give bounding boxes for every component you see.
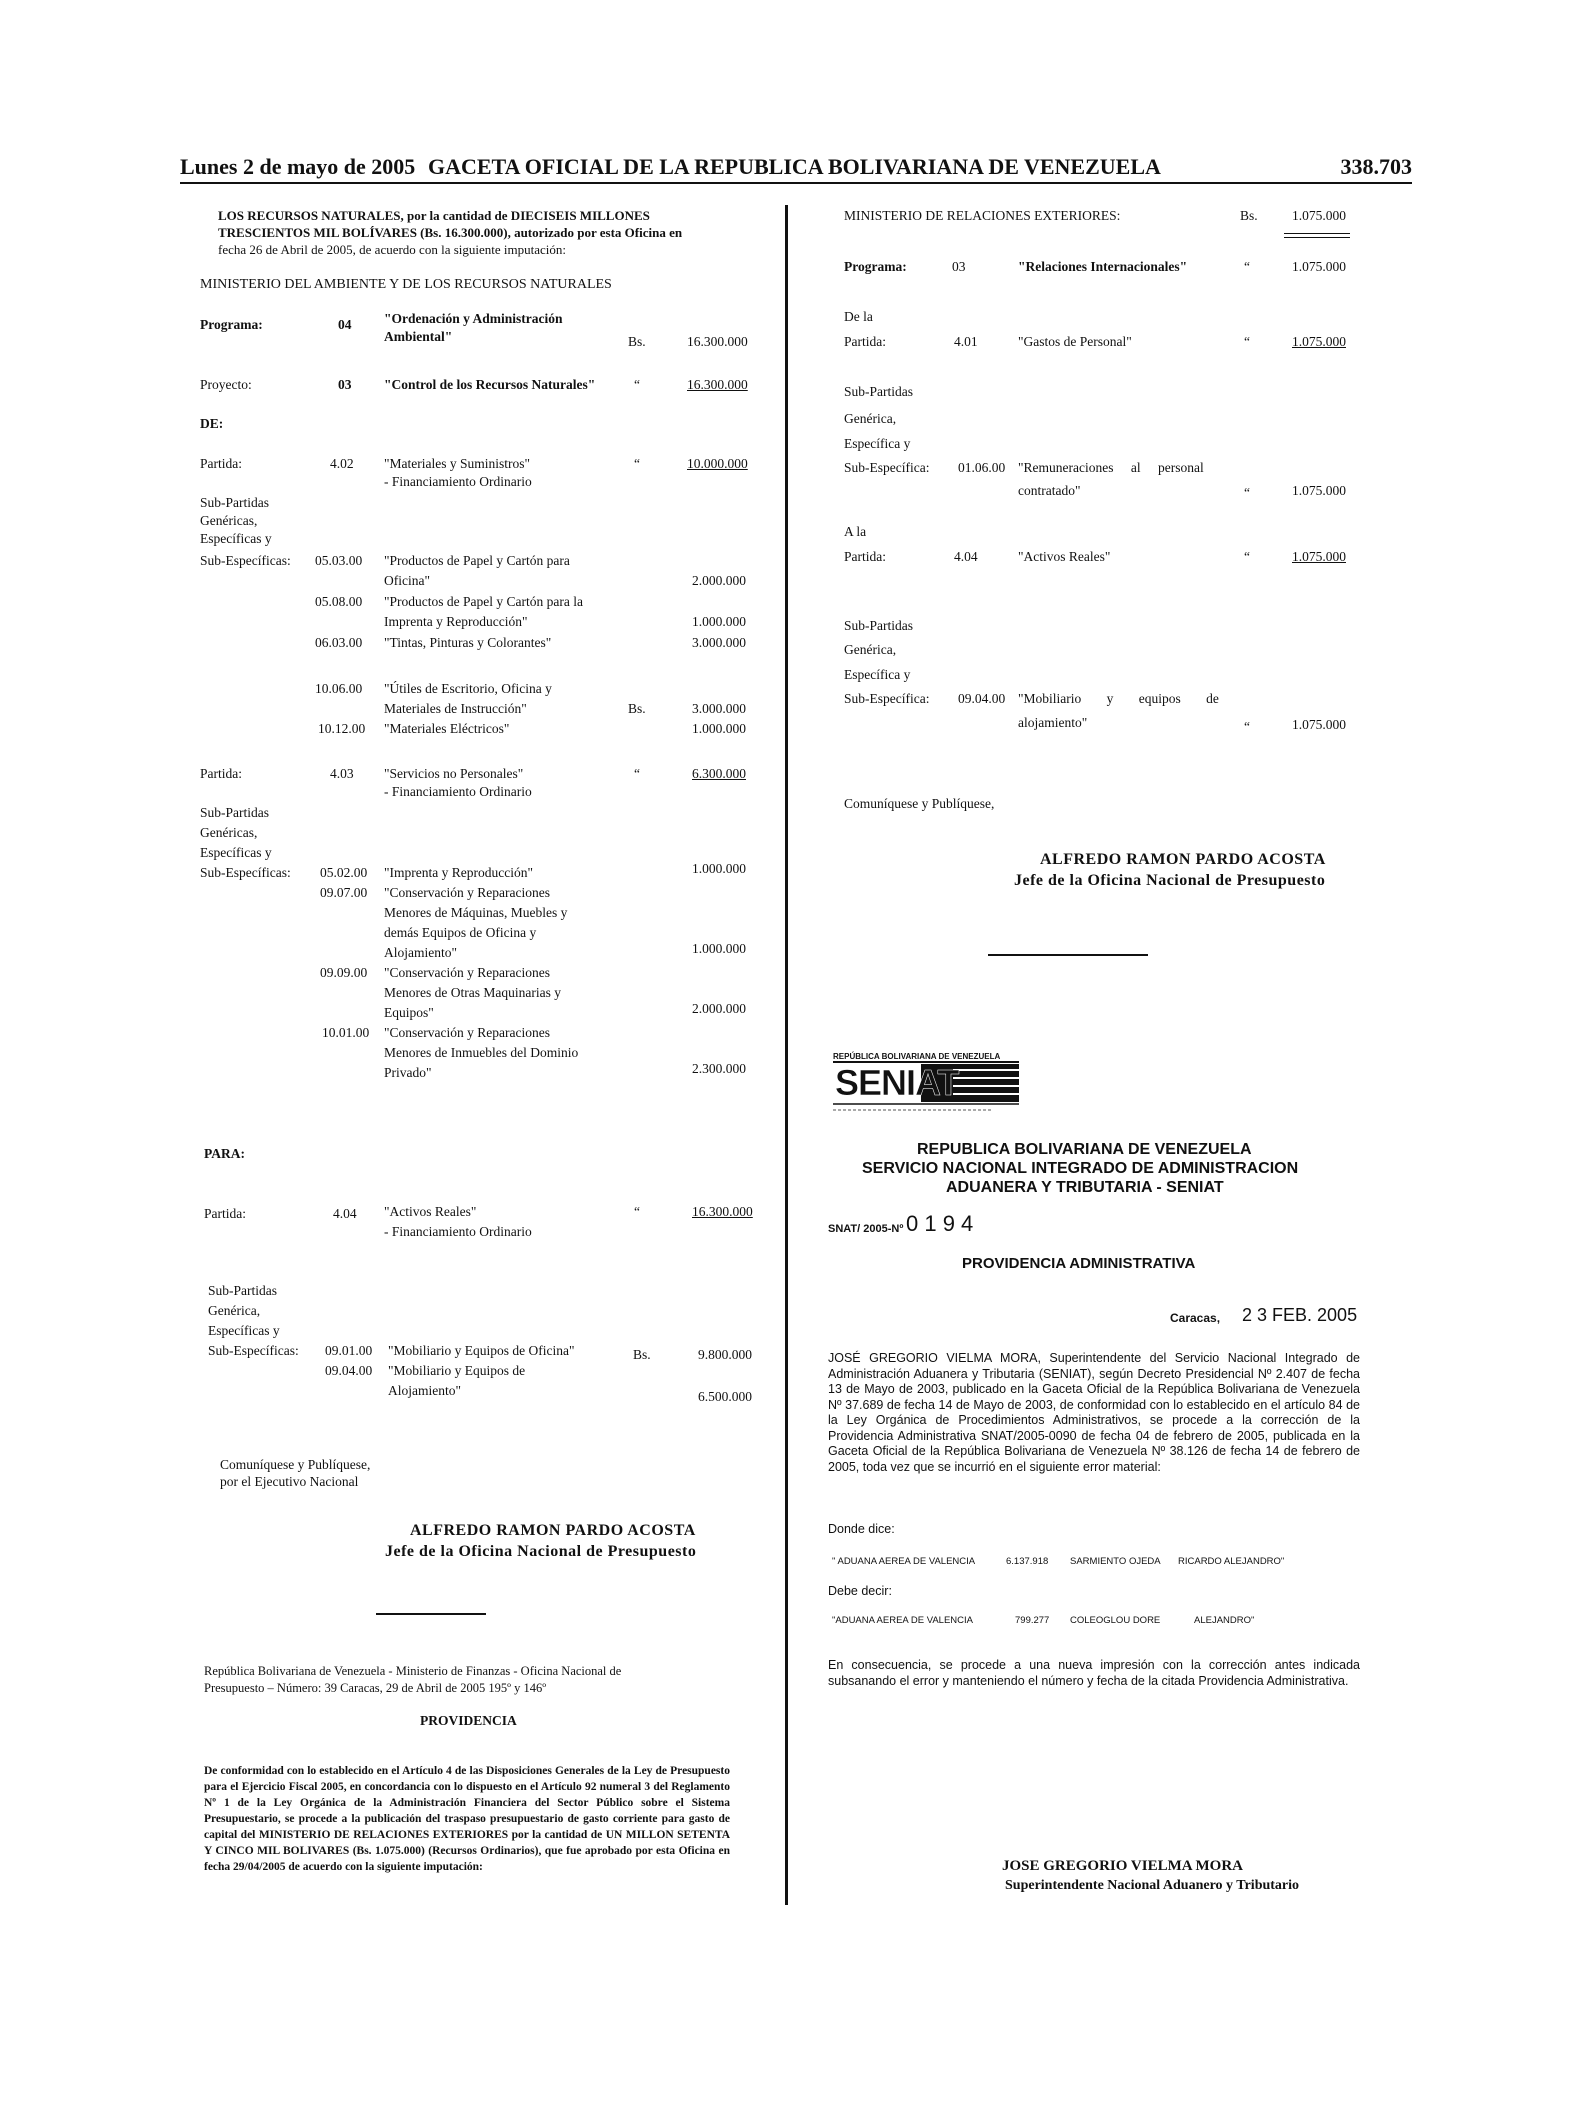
comuniquese-line-2: por el Ejecutivo Nacional (220, 1474, 359, 1489)
item-quote: “ (1244, 719, 1250, 734)
republica-line-1: República Bolivariana de Venezuela - Ministerio de Finanzas - Oficina Nacional de (204, 1664, 622, 1678)
header-page-number: 338.703 (1340, 154, 1412, 179)
snat-prefix: SNAT/ 2005-Nº (828, 1223, 904, 1235)
programa-bs: Bs. (628, 334, 646, 349)
item-name: Alojamiento" (384, 945, 457, 960)
page-header (180, 154, 1412, 180)
partida-2-code: 4.03 (330, 766, 354, 781)
item-name: "Útiles de Escritorio, Oficina y (384, 681, 552, 696)
item-bs: Bs. (628, 701, 646, 716)
ministry-heading: MINISTERIO DEL AMBIENTE Y DE LOS RECURSOS NATURALES (200, 277, 612, 292)
subpartidas-2: Genéricas, (200, 513, 258, 528)
signature-rule (988, 954, 1148, 956)
item-code: 10.06.00 (315, 681, 363, 696)
header-date: Lunes 2 de mayo de 2005 (180, 154, 416, 179)
comuniquese: Comuníquese y Publíquese, (844, 796, 995, 811)
ala-label-2: Partida: (844, 549, 886, 564)
intro-line-3: fecha 26 de Abril de 2005, de acuerdo con la siguiente imputación: (218, 242, 566, 257)
item-name: Equipos" (384, 1005, 434, 1020)
subpartidas-1: Sub-Partidas (844, 618, 913, 633)
conclusion-paragraph: En consecuencia, se procede a una nueva impresión con la corrección antes indicada subsanando el error y manteniendo el número y fecha de la citada Providencia Administrativa. (828, 1658, 1360, 1688)
item-name: "Imprenta y Reproducción" (384, 865, 533, 880)
partida-3-amount: 16.300.000 (692, 1204, 753, 1219)
item-amount: 3.000.000 (692, 635, 746, 650)
partida-3-quote: “ (634, 1204, 640, 1219)
programa-label: Programa: (844, 259, 907, 274)
subpartidas-3: Específicas y (200, 531, 272, 546)
caracas-label: Caracas, (1170, 1311, 1221, 1325)
item-quote: “ (1244, 485, 1250, 500)
partida-2-name: "Servicios no Personales" (384, 766, 524, 781)
subpartidas-2: Genéricas, (200, 825, 258, 840)
item-name: "Tintas, Pinturas y Colorantes" (384, 635, 552, 650)
item-amount: 6.500.000 (698, 1389, 752, 1404)
signature-name: ALFREDO RAMON PARDO ACOSTA (1040, 851, 1326, 868)
item-name: alojamiento" (1018, 715, 1088, 730)
dela-quote: “ (1244, 334, 1250, 349)
partida-3-name: "Activos Reales" (384, 1204, 477, 1219)
subpartidas-4: Sub-Específicas: (208, 1343, 299, 1358)
item-name: "Mobiliario y Equipos de Oficina" (388, 1343, 575, 1358)
item-amount: 1.000.000 (692, 861, 746, 876)
subpartidas-1: Sub-Partidas (200, 805, 269, 820)
proyecto-label: Proyecto: (200, 377, 252, 392)
item-code: 09.07.00 (320, 885, 368, 900)
item-name: Menores de Otras Maquinarias y (384, 985, 561, 1000)
item-name: "Mobiliario y Equipos de (388, 1363, 526, 1378)
item-name: demás Equipos de Oficina y (384, 925, 537, 940)
item-name: "Conservación y Reparaciones (384, 885, 550, 900)
ministry-bs: Bs. (1240, 208, 1258, 223)
subpartidas-4: Sub-Específicas: (200, 553, 291, 568)
proyecto-amount: 16.300.000 (687, 377, 748, 392)
item-amount: 2.000.000 (692, 1001, 746, 1016)
programa-label: Programa: (200, 317, 263, 332)
signature-title: Jefe de la Oficina Nacional de Presupuesto (385, 1543, 697, 1560)
proyecto-quote: “ (634, 377, 640, 392)
programa-quote: “ (1244, 259, 1250, 274)
item-code: 09.09.00 (320, 965, 368, 980)
ministry-heading: MINISTERIO DE RELACIONES EXTERIORES: (844, 208, 1121, 223)
subpartidas-4: Sub-Específica: (844, 460, 930, 475)
donde-dice-label: Donde dice: (828, 1522, 895, 1536)
dela-name: "Gastos de Personal" (1018, 334, 1132, 349)
providencia-administrativa-heading: PROVIDENCIA ADMINISTRATIVA (962, 1255, 1196, 1272)
partida-1-sub: - Financiamiento Ordinario (384, 474, 532, 489)
item-name: "Materiales Eléctricos" (384, 721, 510, 736)
item-amount: 2.300.000 (692, 1061, 746, 1076)
header-rule (180, 182, 1412, 184)
dela-label-2: Partida: (844, 334, 886, 349)
programa-code: 03 (952, 259, 966, 274)
final-signature-title: Superintendente Nacional Aduanero y Tributario (1005, 1878, 1300, 1893)
subpartidas-3: Específicas y (208, 1323, 280, 1338)
providencia-heading: PROVIDENCIA (420, 1713, 517, 1728)
partida-1-amount: 10.000.000 (687, 456, 748, 471)
republica-line-2: Presupuesto – Número: 39 Caracas, 29 de Abril de 2005 195º y 146º (204, 1681, 547, 1695)
donde-dice-col-3: SARMIENTO OJEDA (1070, 1556, 1161, 1567)
item-name: "Remuneraciones al personal (1018, 460, 1204, 475)
programa-name: "Relaciones Internacionales" (1018, 259, 1188, 274)
final-signature-name: JOSE GREGORIO VIELMA MORA (1002, 1858, 1244, 1874)
subpartidas-3: Específica y (844, 667, 911, 682)
subpartidas-2: Genérica, (844, 642, 897, 657)
signature-name: ALFREDO RAMON PARDO ACOSTA (410, 1522, 696, 1539)
seniat-logo (833, 1052, 1019, 1114)
de-label: DE: (200, 416, 224, 431)
seniat-title-1: REPUBLICA BOLIVARIANA DE VENEZUELA (917, 1141, 1252, 1158)
seniat-title-3: ADUANERA Y TRIBUTARIA - SENIAT (946, 1179, 1224, 1196)
signature-title: Jefe de la Oficina Nacional de Presupuesto (1014, 872, 1326, 889)
item-code: 05.02.00 (320, 865, 368, 880)
item-code: 01.06.00 (958, 460, 1006, 475)
subpartidas-2: Genérica, (208, 1303, 261, 1318)
seniat-body: JOSÉ GREGORIO VIELMA MORA, Superintendente del Servicio Nacional Integrado de Administración Aduanera y Tributaria (SENIAT), según Decreto Presidencial Nº 2.407 de fecha 13 de Mayo de 2003, publicado en la Gaceta Oficial de la República Bolivariana de Venezuela Nº 37.689 de fecha 14 de Mayo de 2003, de conformidad con lo establecido en el artículo 84 de la Ley Orgánica de Procedimientos Administrativos, se procede a la corrección de la Providencia Administrativa SNAT/2005-0090 de fecha 04 de febrero de 2005, publicada en la Gaceta Oficial de la República Bolivariana de Venezuela Nº 38.126 de fecha 14 de febrero de 2005, toda vez que se incurrió en el siguiente error material: (828, 1351, 1360, 1474)
subpartidas-4: Sub-Específicas: (200, 865, 291, 880)
item-name: Alojamiento" (388, 1383, 461, 1398)
header-title: GACETA OFICIAL DE LA REPUBLICA BOLIVARIANA DE VENEZUELA (428, 154, 1161, 179)
item-code: 05.08.00 (315, 594, 363, 609)
providencia-body: De conformidad con lo establecido en el Artículo 4 de las Disposiciones Generales de la Ley de Presupuesto para el Ejercicio Fiscal 2005, en concordancia con lo dispuesto en el Artículo 92 numeral 3 del Reglamento Nº 1 de la Ley Orgánica de la Administración Financiera del Sector Público sobre el Sistema Presupuestario, se procede a la publicación del traspaso presupuestario de gasto corriente para gasto de capital del MINISTERIO DE RELACIONES EXTERIORES por la cantidad de UN MILLON SETENTA Y CINCO MIL BOLIVARES (Bs. 1.075.000) (Recursos Ordinarios), que fue aprobado por esta Oficina en fecha 29/04/2005 de acuerdo con la siguiente imputación: (204, 1765, 730, 1873)
intro-line-2: TRESCIENTOS MIL BOLÍVARES (Bs. 16.300.000), autorizado por esta Oficina en (218, 225, 683, 240)
signature-rule (376, 1613, 486, 1615)
item-bs: Bs. (633, 1347, 651, 1362)
item-name: "Mobiliario y equipos de (1018, 691, 1219, 706)
date-stamp: 2 3 FEB. 2005 (1242, 1305, 1358, 1325)
donde-dice-col-1: " ADUANA AEREA DE VALENCIA (832, 1556, 976, 1567)
programa-name-2: Ambiental" (384, 329, 453, 344)
item-amount: 2.000.000 (692, 573, 746, 588)
subpartidas-1: Sub-Partidas (200, 495, 269, 510)
subpartidas-3: Específicas y (200, 845, 272, 860)
item-name: Imprenta y Reproducción" (384, 614, 528, 629)
debe-decir-col-2: 799.277 (1015, 1615, 1050, 1626)
ala-code: 4.04 (954, 549, 978, 564)
ala-label-1: A la (844, 524, 867, 539)
column-divider (785, 205, 788, 1905)
ala-name: "Activos Reales" (1018, 549, 1111, 564)
donde-dice-col-4: RICARDO ALEJANDRO" (1178, 1556, 1285, 1567)
debe-decir-col-1: "ADUANA AEREA DE VALENCIA (832, 1615, 973, 1626)
item-code: 09.01.00 (325, 1343, 373, 1358)
subpartidas-2: Genérica, (844, 411, 897, 426)
partida-1-quote: “ (634, 456, 640, 471)
item-name: Privado" (384, 1065, 432, 1080)
item-name: Materiales de Instrucción" (384, 701, 527, 716)
item-amount: 1.000.000 (692, 721, 746, 736)
ministry-amount: 1.075.000 (1292, 208, 1346, 223)
debe-decir-label: Debe decir: (828, 1584, 892, 1598)
donde-dice-col-2: 6.137.918 (1006, 1556, 1049, 1567)
item-code: 09.04.00 (958, 691, 1006, 706)
debe-decir-col-3: COLEOGLOU DORE (1070, 1615, 1161, 1626)
item-amount: 9.800.000 (698, 1347, 752, 1362)
item-name: "Productos de Papel y Cartón para (384, 553, 570, 568)
item-code: 06.03.00 (315, 635, 363, 650)
seniat-logo-top: REPÚBLICA BOLIVARIANA DE VENEZUELA (833, 1052, 1001, 1061)
subpartidas-1: Sub-Partidas (844, 384, 913, 399)
item-name: Menores de Inmuebles del Dominio (384, 1045, 579, 1060)
programa-amount: 16.300.000 (687, 334, 748, 349)
debe-decir-col-4: ALEJANDRO" (1194, 1615, 1255, 1626)
intro-line-1: LOS RECURSOS NATURALES, por la cantidad de DIECISEIS MILLONES (218, 208, 650, 223)
item-name: Menores de Máquinas, Muebles y (384, 905, 568, 920)
partida-1-code: 4.02 (330, 456, 354, 471)
partida-2-quote: “ (634, 766, 640, 781)
dela-amount: 1.075.000 (1292, 334, 1346, 349)
dela-label-1: De la (844, 309, 873, 324)
partida-2-label: Partida: (200, 766, 242, 781)
double-rule-bottom (1284, 237, 1350, 238)
programa-name-1: "Ordenación y Administración (384, 311, 563, 326)
item-code: 05.03.00 (315, 553, 363, 568)
item-name: contratado" (1018, 483, 1081, 498)
item-code: 09.04.00 (325, 1363, 373, 1378)
item-name: "Productos de Papel y Cartón para la (384, 594, 583, 609)
ala-quote: “ (1244, 549, 1250, 564)
double-rule-top (1284, 233, 1350, 234)
item-code: 10.12.00 (318, 721, 366, 736)
subpartidas-4: Sub-Específica: (844, 691, 930, 706)
para-label: PARA: (204, 1146, 245, 1161)
seniat-logo-text: SENIAT (835, 1062, 959, 1103)
comuniquese-line-1: Comuníquese y Publíquese, (220, 1457, 371, 1472)
partida-2-amount: 6.300.000 (692, 766, 746, 781)
subpartidas-1: Sub-Partidas (208, 1283, 277, 1298)
partida-2-sub: - Financiamiento Ordinario (384, 784, 532, 799)
item-name: "Conservación y Reparaciones (384, 1025, 550, 1040)
subpartidas-3: Específica y (844, 436, 911, 451)
seniat-title-2: SERVICIO NACIONAL INTEGRADO DE ADMINISTRACION (862, 1160, 1299, 1177)
ala-amount: 1.075.000 (1292, 549, 1346, 564)
item-amount: 1.075.000 (1292, 483, 1346, 498)
item-amount: 3.000.000 (692, 701, 746, 716)
item-code: 10.01.00 (322, 1025, 370, 1040)
programa-code: 04 (338, 317, 352, 332)
snat-number: 0 1 9 4 (906, 1211, 974, 1236)
item-amount: 1.000.000 (692, 941, 746, 956)
item-amount: 1.000.000 (692, 614, 746, 629)
dela-code: 4.01 (954, 334, 978, 349)
item-name: "Conservación y Reparaciones (384, 965, 550, 980)
proyecto-code: 03 (338, 377, 352, 392)
partida-3-code: 4.04 (333, 1206, 357, 1221)
partida-1-label: Partida: (200, 456, 242, 471)
item-amount: 1.075.000 (1292, 717, 1346, 732)
partida-3-sub: - Financiamiento Ordinario (384, 1224, 532, 1239)
partida-3-label: Partida: (204, 1206, 246, 1221)
partida-1-name: "Materiales y Suministros" (384, 456, 531, 471)
item-name: Oficina" (384, 573, 430, 588)
programa-amount: 1.075.000 (1292, 259, 1346, 274)
proyecto-name: "Control de los Recursos Naturales" (384, 377, 596, 392)
